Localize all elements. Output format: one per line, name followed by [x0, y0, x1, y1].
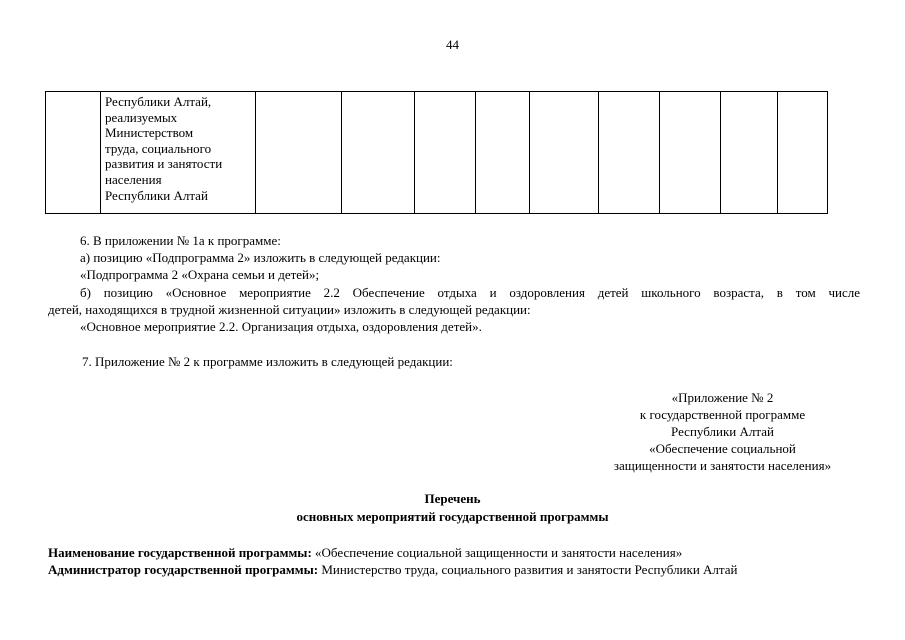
paragraph-6b-quote: «Основное мероприятие 2.2. Организация отдыха, оздоровления детей». [80, 319, 482, 334]
paragraph-6a-quote: «Подпрограмма 2 «Охрана семьи и детей»; [80, 267, 320, 282]
table-cell [342, 92, 415, 214]
table-cell [415, 92, 476, 214]
table-cell [599, 92, 660, 214]
appendix-header [585, 389, 860, 474]
table-cell [256, 92, 342, 214]
list-title: Перечень [424, 491, 481, 506]
appendix-line: «Приложение № 2 [671, 390, 774, 405]
appendix-line: Республики Алтай [671, 424, 774, 439]
cell-line: Республики Алтай [105, 187, 208, 203]
paragraph-6b-line1: б) позицию «Основное мероприятие 2.2 Обеспечение отдыха и оздоровления детей школьного возраста, в том числе [80, 285, 860, 300]
cell-line: развития и занятости [105, 156, 223, 172]
table-cell [476, 92, 530, 214]
table-cell-text [101, 92, 255, 203]
cell-line: населения [105, 171, 162, 187]
cell-line: реализуемых [105, 109, 178, 125]
program-admin-value: Министерство труда, социального развития и занятости Республики Алтай [318, 562, 738, 577]
table-cell [660, 92, 721, 214]
appendix-line: к государственной программе [639, 407, 806, 422]
program-name-value: «Обеспечение социальной защищенности и занятости населения» [311, 545, 683, 560]
page-number: 44 [446, 37, 459, 52]
table-cell [778, 92, 828, 214]
paragraph-7: 7. Приложение № 2 к программе изложить в следующей редакции: [82, 354, 453, 369]
continued-table [45, 91, 828, 214]
program-admin-label: Администратор государственной программы: [48, 562, 319, 577]
cell-line: Республики Алтай, [105, 94, 212, 109]
program-name-line [48, 545, 682, 560]
list-subtitle: основных мероприятий государственной программы [296, 509, 609, 524]
table-cell [721, 92, 778, 214]
program-admin-line [48, 562, 737, 577]
table-cell [101, 92, 256, 214]
cell-line: Министерством [105, 125, 194, 141]
table-row [46, 92, 828, 214]
paragraph-6b-line2: детей, находящихся в трудной жизненной ситуации» изложить в следующей редакции: [48, 302, 531, 317]
appendix-line: защищенности и занятости населения» [613, 458, 832, 473]
program-name-label: Наименование государственной программы: [48, 545, 312, 560]
paragraph-6: 6. В приложении № 1а к программе: [80, 233, 281, 248]
appendix-line: «Обеспечение социальной [649, 441, 796, 456]
paragraph-6a: а) позицию «Подпрограмма 2» изложить в следующей редакции: [80, 250, 441, 265]
cell-line: труда, социального [105, 140, 212, 156]
table-cell [46, 92, 101, 214]
table-cell [530, 92, 599, 214]
